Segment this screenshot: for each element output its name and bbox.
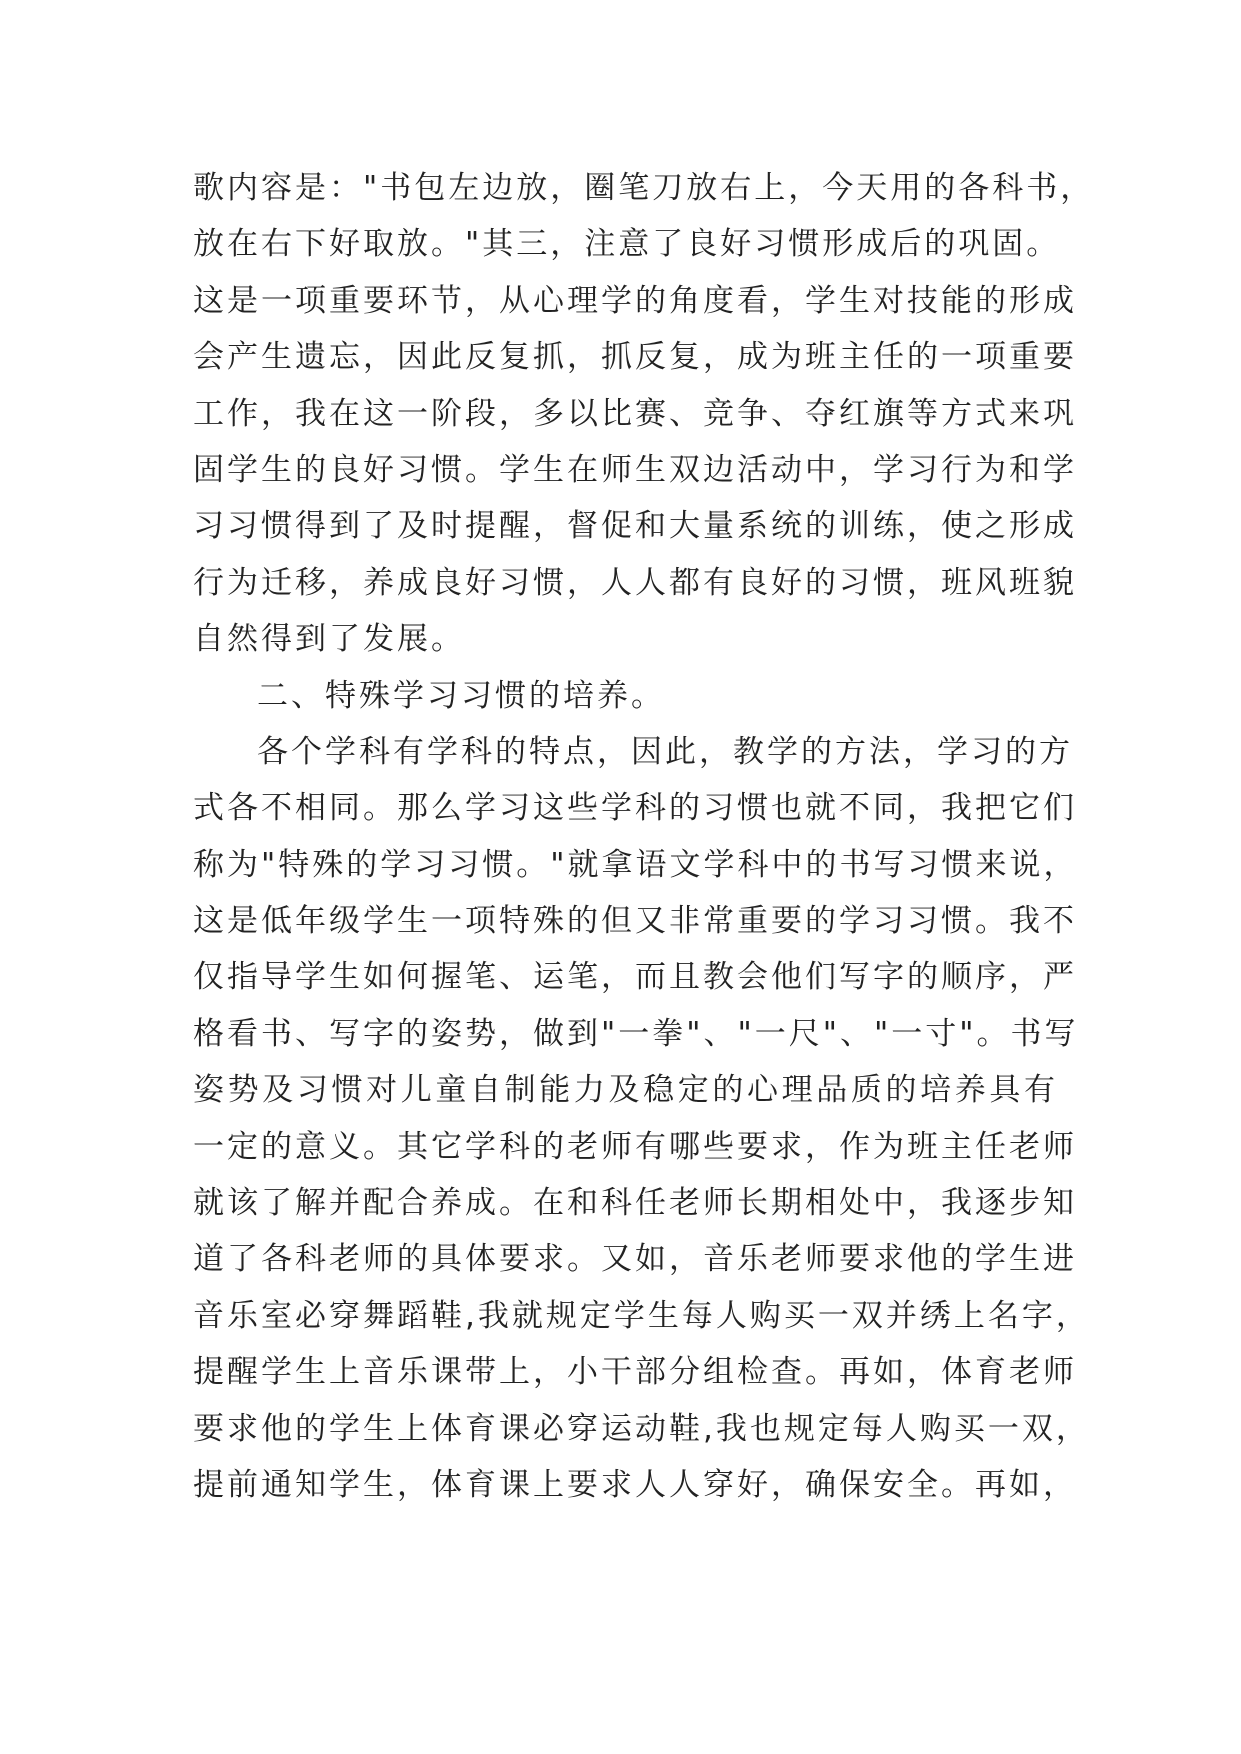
text-line: 音乐室必穿舞蹈鞋,我就规定学生每人购买一双并绣上名字， bbox=[193, 1297, 1090, 1334]
text-line: 会产生遗忘，因此反复抓，抓反复，成为班主任的一项重要 bbox=[193, 339, 1077, 376]
text-line: 格看书、写字的姿势，做到"一拳"、"一尺"、"一寸"。书写 bbox=[193, 1015, 1079, 1052]
text-line: 提醒学生上音乐课带上，小干部分组检查。再如，体育老师 bbox=[193, 1354, 1077, 1391]
text-line: 工作，我在这一阶段，多以比赛、竞争、夺红旗等方式来巩 bbox=[193, 395, 1077, 432]
text-line: 各个学科有学科的特点，因此，教学的方法，学习的方 bbox=[257, 733, 1073, 770]
text-line: 二、特殊学习习惯的培养。 bbox=[257, 677, 665, 714]
text-line: 就该了解并配合养成。在和科任老师长期相处中，我逐步知 bbox=[193, 1185, 1077, 1222]
text-line: 提前通知学生，体育课上要求人人穿好，确保安全。再如， bbox=[193, 1466, 1077, 1503]
text-line: 歌内容是："书包左边放，圈笔刀放右上，今天用的各科书， bbox=[193, 170, 1095, 206]
text-line: 式各不相同。那么学习这些学科的习惯也就不同，我把它们 bbox=[193, 790, 1077, 827]
text-line: 行为迁移，养成良好习惯，人人都有良好的习惯，班风班貌 bbox=[193, 564, 1077, 601]
text-line: 自然得到了发展。 bbox=[193, 621, 465, 658]
text-line: 仅指导学生如何握笔、运笔，而且教会他们写字的顺序，严 bbox=[193, 959, 1077, 996]
text-line: 这是低年级学生一项特殊的但又非常重要的学习习惯。我不 bbox=[193, 903, 1077, 940]
text-line: 固学生的良好习惯。学生在师生双边活动中，学习行为和学 bbox=[193, 451, 1077, 488]
text-line: 称为"特殊的学习习惯。"就拿语文学科中的书写习惯来说， bbox=[193, 846, 1078, 883]
text-line: 放在右下好取放。"其三，注意了良好习惯形成后的巩固。 bbox=[193, 226, 1061, 263]
text-line: 姿势及习惯对儿童自制能力及稳定的心理品质的培养具有 bbox=[193, 1072, 1058, 1109]
text-line: 要求他的学生上体育课必穿运动鞋,我也规定每人购买一双， bbox=[193, 1410, 1090, 1447]
text-line: 这是一项重要环节，从心理学的角度看，学生对技能的形成 bbox=[193, 282, 1077, 319]
text-line: 道了各科老师的具体要求。又如，音乐老师要求他的学生进 bbox=[193, 1241, 1077, 1278]
body-text bbox=[193, 160, 1095, 1513]
text-line: 习习惯得到了及时提醒，督促和大量系统的训练，使之形成 bbox=[193, 508, 1077, 545]
text-line: 一定的意义。其它学科的老师有哪些要求，作为班主任老师 bbox=[193, 1128, 1077, 1165]
